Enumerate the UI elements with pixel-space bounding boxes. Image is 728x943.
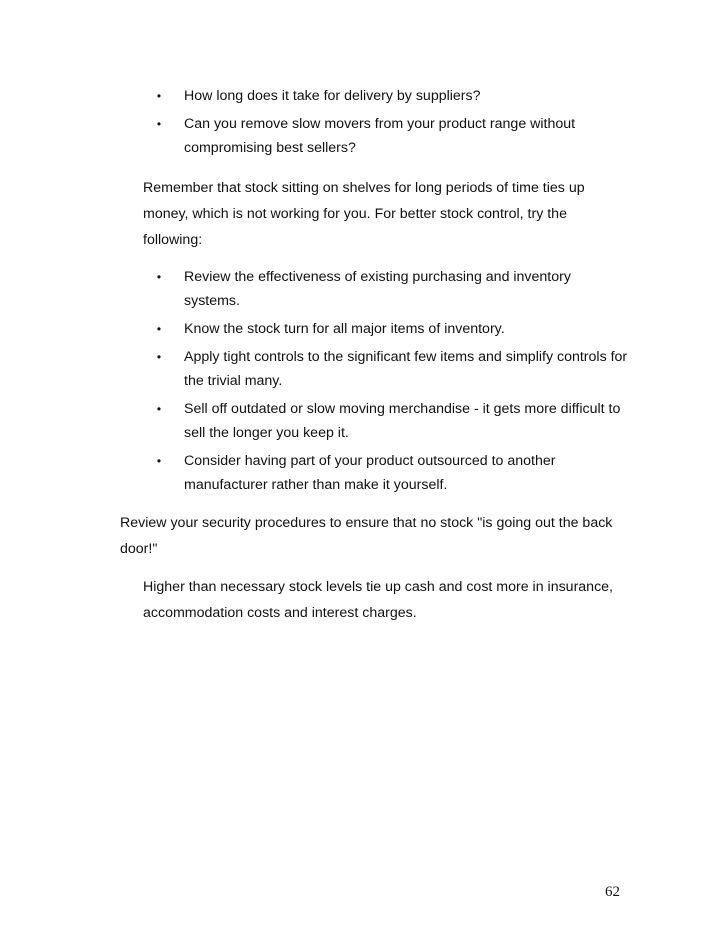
list-item (150, 345, 630, 393)
bullet-icon: • (156, 117, 162, 131)
list-item (150, 397, 630, 445)
paragraph-security: Review your security procedures to ensure that no stock "is going out the back door!" (120, 515, 613, 557)
bullet-icon: • (156, 350, 162, 364)
bullet-icon: • (156, 402, 162, 416)
bullet-icon: • (156, 322, 162, 336)
bullet-icon: • (156, 454, 162, 468)
list-item-text: Know the stock turn for all major items of inventory. (184, 321, 505, 337)
page-number: 62 (605, 884, 620, 900)
list-item-text: Sell off outdated or slow moving merchandise - it gets more difficult to sell the longer you keep it. (184, 401, 621, 441)
bullet-icon: • (156, 89, 162, 103)
list-item-text: How long does it take for delivery by suppliers? (184, 88, 481, 104)
list-item-text: Consider having part of your product outsourced to another manufacturer rather than make it yourself. (184, 453, 556, 493)
paragraph-stock-control: Remember that stock sitting on shelves for long periods of time ties up money, which is not working for you. For better stock control, try the following: (143, 180, 585, 248)
list-item (150, 112, 630, 160)
bullet-icon: • (156, 270, 162, 284)
list-item-text: Review the effectiveness of existing purchasing and inventory systems. (184, 269, 571, 309)
list-item-text: Apply tight controls to the significant few items and simplify controls for the trivial many. (184, 349, 628, 389)
list-item (150, 265, 630, 313)
list-item (150, 317, 630, 341)
list-item-text: Can you remove slow movers from your product range without compromising best sellers? (184, 116, 576, 156)
bullet-list-stock-control (150, 265, 630, 501)
list-item (150, 84, 630, 108)
paragraph-stock-levels: Higher than necessary stock levels tie up cash and cost more in insurance, accommodation costs and interest charges. (143, 579, 614, 621)
list-item (150, 449, 630, 497)
bullet-list-questions (150, 84, 630, 164)
